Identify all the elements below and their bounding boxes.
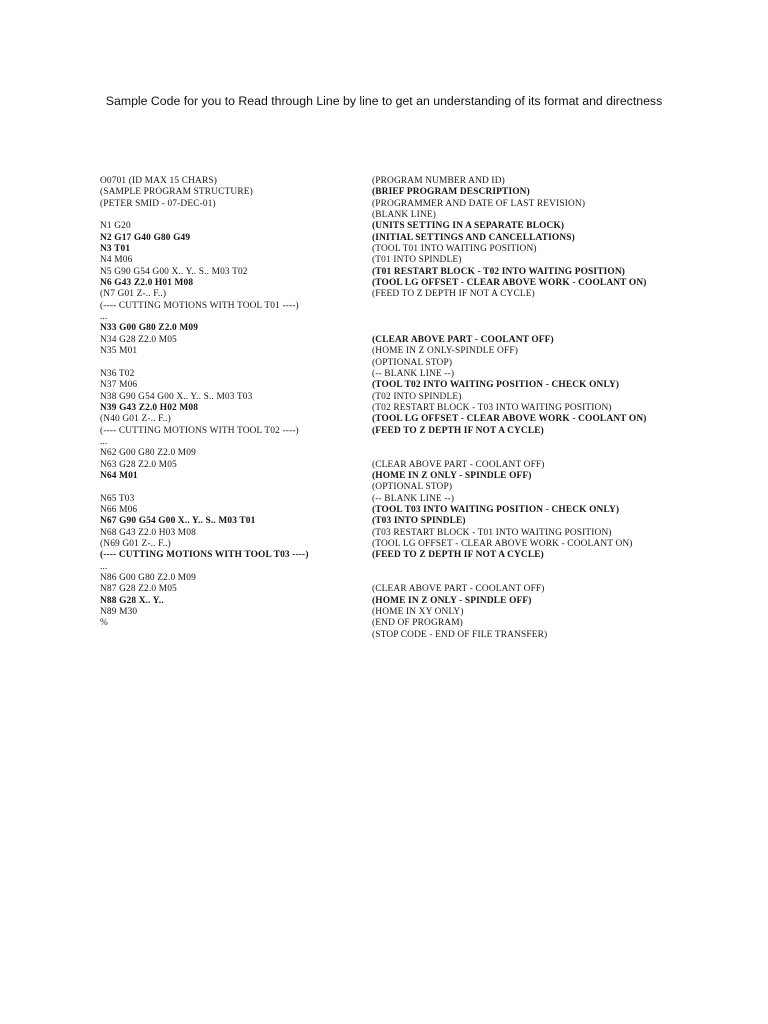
comment-line: (PROGRAMMER AND DATE OF LAST REVISION) (372, 198, 586, 209)
comment-line: (HOME IN Z ONLY-SPINDLE OFF) (372, 346, 518, 357)
comment-line: (TOOL T01 INTO WAITING POSITION) (372, 244, 537, 255)
comment-line: (T03 RESTART BLOCK - T01 INTO WAITING POSITION) (372, 527, 612, 538)
code-line: N2 G17 G40 G80 G49 (100, 232, 191, 243)
code-line: N37 M06 (100, 380, 138, 391)
code-line: N62 G00 G80 Z2.0 M09 (100, 448, 196, 459)
code-line: N6 G43 Z2.0 H01 M08 (100, 278, 194, 289)
code-line: O0701 (ID MAX 15 CHARS) (100, 176, 217, 186)
comment-line (372, 448, 672, 459)
code-line: N4 M06 (100, 255, 133, 266)
comment-line: (TOOL LG OFFSET - CLEAR ABOVE WORK - COOLANT ON) (372, 539, 633, 549)
comment-line (372, 301, 672, 312)
comment-line: (CLEAR ABOVE PART - COOLANT OFF) (372, 584, 545, 595)
code-line: (PETER SMID - 07-DEC-01) (100, 198, 216, 209)
comment-line: (-- BLANK LINE --) (372, 493, 455, 504)
comment-line: (T01 RESTART BLOCK - T02 INTO WAITING POSITION) (372, 266, 626, 277)
code-line: N67 G90 G54 G00 X.. Y.. S.. M03 T01 (100, 516, 256, 527)
comment-line: (-- BLANK LINE --) (372, 368, 455, 379)
comment-line: (BLANK LINE) (372, 210, 437, 221)
code-line: (N40 G01 Z-.. F..) (100, 414, 171, 425)
code-line: (---- CUTTING MOTIONS WITH TOOL T03 ----) (100, 550, 309, 561)
comment-line (372, 573, 672, 584)
code-line: N87 G28 Z2.0 M05 (100, 584, 177, 595)
code-line: N64 M01 (100, 470, 138, 481)
comment-line: (TOOL LG OFFSET - CLEAR ABOVE WORK - COOLANT ON) (372, 278, 647, 289)
comment-line: (OPTIONAL STOP) (372, 482, 453, 493)
code-line: N63 G28 Z2.0 M05 (100, 459, 177, 470)
comment-line: (END OF PROGRAM) (372, 618, 463, 629)
program-code-column (100, 176, 362, 630)
code-line: N5 G90 G54 G00 X.. Y.. S.. M03 T02 (100, 266, 248, 277)
comment-line: (TOOL LG OFFSET - CLEAR ABOVE WORK - COOLANT ON) (372, 414, 647, 425)
code-line: N1 G20 (100, 221, 131, 232)
comment-line: (T03 INTO SPINDLE) (372, 516, 466, 527)
code-line: N34 G28 Z2.0 M05 (100, 334, 177, 345)
comment-line: (PROGRAM NUMBER AND ID) (372, 176, 505, 186)
code-line: N35 M01 (100, 346, 138, 357)
comment-line: (TOOL T03 INTO WAITING POSITION - CHECK ONLY) (372, 504, 620, 515)
comment-line: (T01 INTO SPINDLE) (372, 255, 462, 266)
code-line: (SAMPLE PROGRAM STRUCTURE) (100, 187, 253, 198)
code-line (100, 358, 362, 369)
comment-line: (HOME IN Z ONLY - SPINDLE OFF) (372, 470, 532, 481)
comment-line: (TOOL T02 INTO WAITING POSITION - CHECK ONLY) (372, 380, 620, 391)
comment-line (372, 312, 672, 323)
comment-line: (HOME IN Z ONLY - SPINDLE OFF) (372, 595, 532, 606)
code-line: ... (100, 561, 108, 572)
comment-line (372, 437, 672, 448)
code-line: N33 G00 G80 Z2.0 M09 (100, 323, 199, 334)
comment-line: (OPTIONAL STOP) (372, 357, 453, 368)
comment-line: (INITIAL SETTINGS AND CANCELLATIONS) (372, 232, 575, 243)
code-line: N66 M06 (100, 504, 138, 515)
comment-line: (CLEAR ABOVE PART - COOLANT OFF) (372, 459, 545, 470)
comment-line: (UNITS SETTING IN A SEPARATE BLOCK) (372, 221, 565, 232)
code-line: N36 T02 (100, 368, 135, 379)
code-line: N38 G90 G54 G00 X.. Y.. S.. M03 T03 (100, 391, 253, 402)
code-line: N39 G43 Z2.0 H02 M08 (100, 402, 199, 413)
code-line: (---- CUTTING MOTIONS WITH TOOL T02 ----) (100, 425, 299, 436)
code-line: (N7 G01 Z-.. F..) (100, 289, 167, 300)
code-line (100, 482, 362, 493)
program-comments-column (372, 176, 672, 641)
comment-line: (HOME IN XY ONLY) (372, 607, 464, 618)
code-line: ... (100, 436, 108, 447)
code-line: (---- CUTTING MOTIONS WITH TOOL T01 ----) (100, 300, 299, 311)
page-heading: Sample Code for you to Read through Line by line to get an understanding of its format and directness (105, 94, 663, 108)
comment-line: (FEED TO Z DEPTH IF NOT A CYCLE) (372, 550, 544, 561)
code-line: N86 G00 G80 Z2.0 M09 (100, 573, 196, 584)
comment-line (372, 323, 672, 334)
comment-line: (FEED TO Z DEPTH IF NOT A CYCLE) (372, 289, 535, 300)
comment-line: (CLEAR ABOVE PART - COOLANT OFF) (372, 334, 554, 345)
comment-line: (T02 RESTART BLOCK - T03 INTO WAITING POSITION) (372, 402, 612, 413)
code-line: (N69 G01 Z-.. F..) (100, 539, 171, 549)
code-line: N3 T01 (100, 244, 131, 255)
code-line: N68 G43 Z2.0 H03 M08 (100, 527, 196, 538)
comment-line (372, 562, 672, 573)
comment-line: (BRIEF PROGRAM DESCRIPTION) (372, 187, 530, 198)
code-line: N88 G28 X.. Y.. (100, 595, 164, 606)
code-line (100, 210, 362, 221)
comment-line: (FEED TO Z DEPTH IF NOT A CYCLE) (372, 425, 544, 436)
code-line: ... (100, 312, 108, 323)
code-line: N65 T03 (100, 493, 135, 504)
code-line: % (100, 618, 108, 629)
code-line: N89 M30 (100, 607, 138, 618)
scanned-program-listing (0, 176, 768, 696)
comment-line: (STOP CODE - END OF FILE TRANSFER) (372, 629, 548, 640)
comment-line: (T02 INTO SPINDLE) (372, 391, 462, 402)
